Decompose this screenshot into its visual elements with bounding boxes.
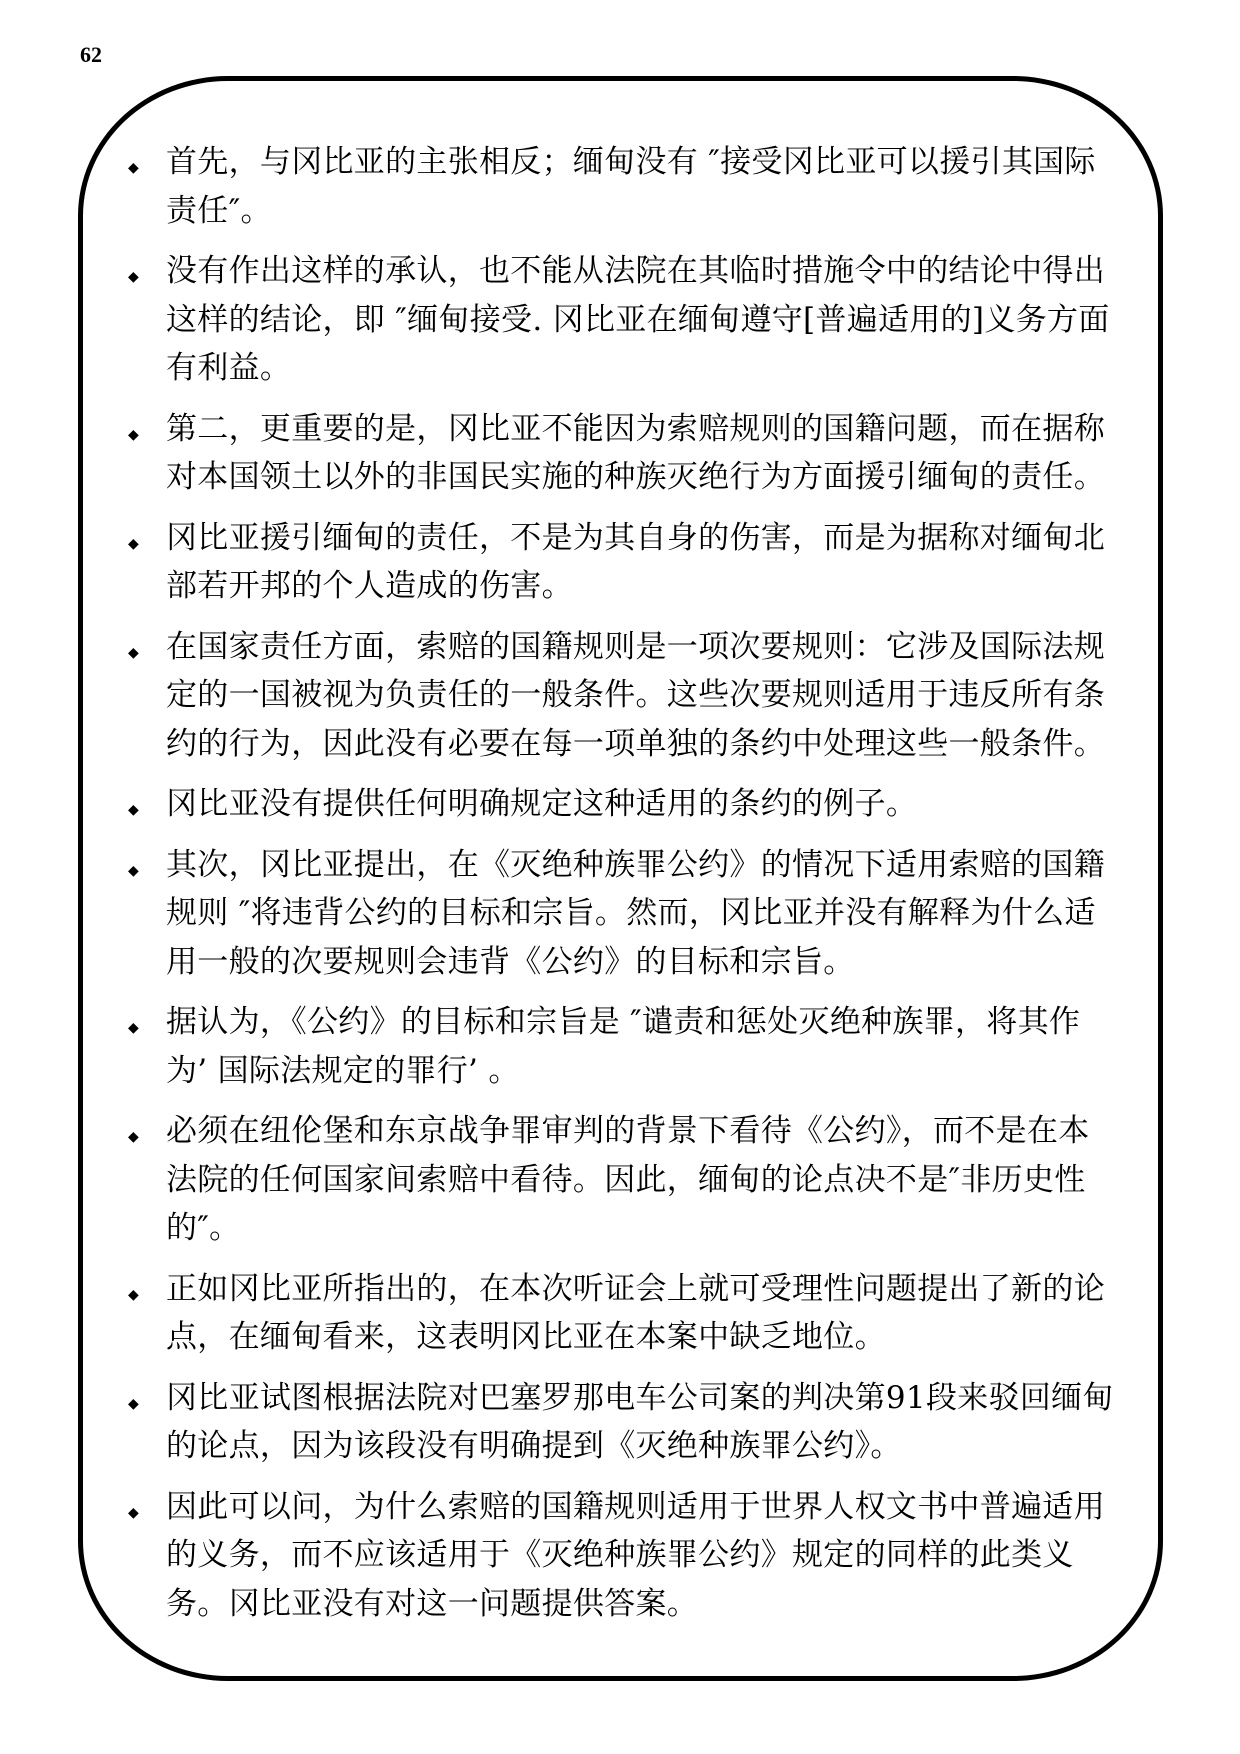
bullet-text: 其次，冈比亚提出，在《灭绝种族罪公约》的情况下适用索赔的国籍规则 ″将违背公约的目标和宗旨。然而，冈比亚并没有解释为什么适用一般的次要规则会违背《公约》的目标和宗旨。 [166, 846, 1105, 980]
bullet-text: 因此可以问，为什么索赔的国籍规则适用于世界人权文书中普遍适用的义务，而不应该适用于《灭绝种族罪公约》规定的同样的此类义务。冈比亚没有对这一问题提供答案。 [166, 1488, 1105, 1622]
page-number: 62 [80, 42, 102, 67]
diamond-bullet-icon: ◆ [128, 160, 140, 176]
list-item [120, 623, 1120, 769]
diamond-bullet-icon: ◆ [128, 1504, 140, 1521]
bullet-text: 正如冈比亚所指出的，在本次听证会上就可受理性问题提出了新的论点，在缅甸看来，这表明冈比亚在本案中缺乏地位。 [166, 1270, 1105, 1355]
diamond-bullet-icon: ◆ [128, 426, 140, 443]
diamond-bullet-icon: ◆ [128, 862, 140, 879]
list-item [120, 1107, 1120, 1253]
bullet-text: 冈比亚援引缅甸的责任，不是为其自身的伤害，而是为据称对缅甸北部若开邦的个人造成的伤害。 [166, 519, 1105, 604]
list-item [120, 405, 1120, 502]
bullet-text: 据认为，《公约》的目标和宗旨是 ″谴责和惩处灭绝种族罪，将其作为’ 国际法规定的罪行’ 。 [166, 1004, 1081, 1089]
diamond-bullet-icon: ◆ [128, 269, 140, 285]
diamond-bullet-icon: ◆ [128, 644, 140, 661]
diamond-bullet-icon: ◆ [128, 535, 140, 552]
list-item [120, 998, 1120, 1095]
diamond-bullet-icon: ◆ [128, 1395, 140, 1412]
bullet-text: 首先，与冈比亚的主张相反；缅甸没有 ″接受冈比亚可以援引其国际责任″。 [166, 144, 1096, 229]
list-item [120, 138, 1120, 235]
list-item [120, 841, 1120, 987]
diamond-bullet-icon: ◆ [128, 1286, 140, 1303]
list-item [120, 1374, 1120, 1471]
bullet-text: 必须在纽伦堡和东京战争罪审判的背景下看待《公约》，而不是在本法院的任何国家间索赔中看待。因此，缅甸的论点决不是″非历史性的″。 [166, 1113, 1090, 1246]
list-item [120, 514, 1120, 611]
diamond-bullet-icon: ◆ [128, 1020, 140, 1036]
list-item [120, 1265, 1120, 1362]
bullet-text: 冈比亚没有提供任何明确规定这种适用的条约的例子。 [166, 786, 918, 822]
bullet-text: 没有作出这样的承认，也不能从法院在其临时措施令中的结论中得出这样的结论，即 ″缅甸接受. 冈比亚在缅甸遵守[普遍适用的]义务方面有利益。 [166, 253, 1110, 386]
bullet-text: 在国家责任方面，索赔的国籍规则是一项次要规则：它涉及国际法规定的一国被视为负责任的一般条件。这些次要规则适用于违反所有条约的行为，因此没有必要在每一项单独的条约中处理这些一般条件。 [166, 628, 1105, 762]
bullet-list [120, 138, 1120, 1640]
diamond-bullet-icon: ◆ [128, 1129, 140, 1145]
list-item [120, 1483, 1120, 1629]
bullet-text: 第二，更重要的是，冈比亚不能因为索赔规则的国籍问题，而在据称对本国领土以外的非国民实施的种族灭绝行为方面援引缅甸的责任。 [166, 410, 1105, 495]
diamond-bullet-icon: ◆ [128, 802, 140, 818]
list-item [120, 247, 1120, 393]
bullet-text: 冈比亚试图根据法院对巴塞罗那电车公司案的判决第91段来驳回缅甸的论点，因为该段没有明确提到《灭绝种族罪公约》。 [166, 1379, 1114, 1464]
list-item [120, 780, 1120, 829]
